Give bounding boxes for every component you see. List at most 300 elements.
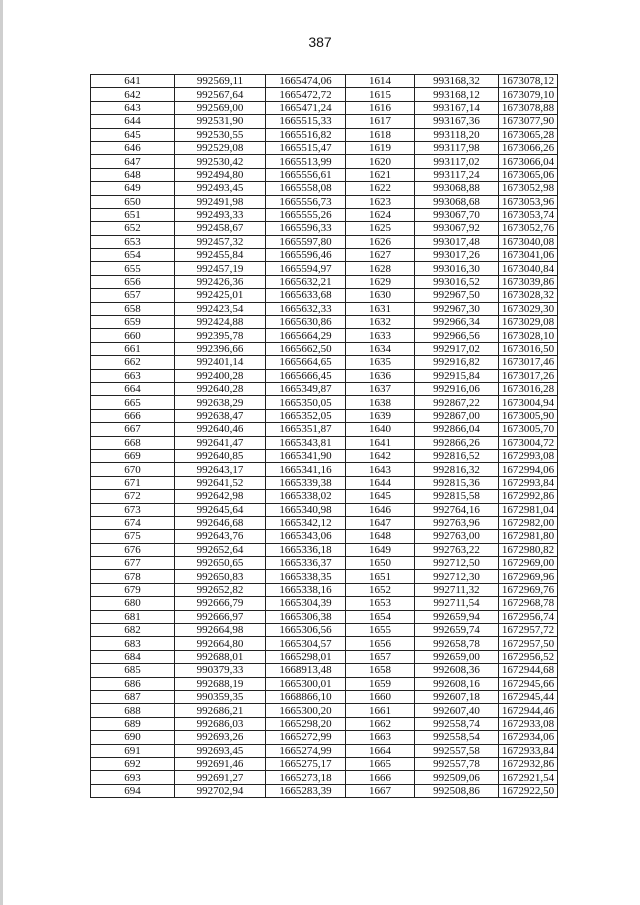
point-number-right-cell: 1653 [346,597,415,610]
x-coordinate-right-cell: 992916,82 [415,356,499,369]
y-coordinate-left-cell: 1665556,73 [266,195,346,208]
y-coordinate-right-cell: 1673066,26 [499,141,558,154]
y-coordinate-left-cell: 1665343,81 [266,436,346,449]
x-coordinate-right-cell: 992763,00 [415,530,499,543]
point-number-left-cell: 684 [91,650,175,663]
x-coordinate-right-cell: 992659,00 [415,650,499,663]
y-coordinate-left-cell: 1665558,08 [266,182,346,195]
point-number-right-cell: 1633 [346,329,415,342]
x-coordinate-right-cell: 992608,16 [415,677,499,690]
y-coordinate-left-cell: 1665632,33 [266,302,346,315]
point-number-left-cell: 661 [91,342,175,355]
point-number-left-cell: 679 [91,583,175,596]
table-row [91,182,558,195]
table-row [91,262,558,275]
y-coordinate-right-cell: 1673041,06 [499,249,558,262]
x-coordinate-right-cell: 993067,70 [415,208,499,221]
point-number-left-cell: 683 [91,637,175,650]
point-number-left-cell: 685 [91,664,175,677]
x-coordinate-left-cell: 992401,14 [175,356,266,369]
point-number-left-cell: 674 [91,516,175,529]
page-edge [0,0,3,905]
point-number-right-cell: 1614 [346,75,415,88]
x-coordinate-left-cell: 992457,32 [175,235,266,248]
point-number-left-cell: 667 [91,423,175,436]
x-coordinate-right-cell: 992558,54 [415,731,499,744]
y-coordinate-right-cell: 1673004,72 [499,436,558,449]
point-number-right-cell: 1626 [346,235,415,248]
page-number: 387 [308,34,332,50]
point-number-right-cell: 1655 [346,624,415,637]
x-coordinate-right-cell: 992917,02 [415,342,499,355]
y-coordinate-left-cell: 1665343,06 [266,530,346,543]
point-number-left-cell: 693 [91,771,175,784]
point-number-right-cell: 1618 [346,128,415,141]
y-coordinate-left-cell: 1665662,50 [266,342,346,355]
point-number-right-cell: 1656 [346,637,415,650]
point-number-right-cell: 1616 [346,101,415,114]
y-coordinate-left-cell: 1665351,87 [266,423,346,436]
x-coordinate-left-cell: 992688,19 [175,677,266,690]
table-row [91,382,558,395]
x-coordinate-right-cell: 992916,06 [415,382,499,395]
point-number-right-cell: 1652 [346,583,415,596]
point-number-right-cell: 1639 [346,409,415,422]
y-coordinate-right-cell: 1672992,86 [499,490,558,503]
table-row [91,690,558,703]
y-coordinate-left-cell: 1665515,33 [266,115,346,128]
y-coordinate-left-cell: 1665596,46 [266,249,346,262]
table-row [91,436,558,449]
table-row [91,396,558,409]
x-coordinate-left-cell: 992642,98 [175,490,266,503]
point-number-left-cell: 675 [91,530,175,543]
y-coordinate-right-cell: 1672982,00 [499,516,558,529]
y-coordinate-left-cell: 1665471,24 [266,101,346,114]
x-coordinate-right-cell: 992764,16 [415,503,499,516]
y-coordinate-right-cell: 1673004,94 [499,396,558,409]
point-number-right-cell: 1624 [346,208,415,221]
point-number-right-cell: 1646 [346,503,415,516]
x-coordinate-right-cell: 992508,86 [415,784,499,797]
table-row [91,316,558,329]
point-number-left-cell: 660 [91,329,175,342]
table-row [91,449,558,462]
table-row [91,88,558,101]
point-number-right-cell: 1640 [346,423,415,436]
point-number-left-cell: 644 [91,115,175,128]
y-coordinate-right-cell: 1673052,98 [499,182,558,195]
point-number-left-cell: 649 [91,182,175,195]
y-coordinate-right-cell: 1672969,00 [499,557,558,570]
x-coordinate-left-cell: 992529,08 [175,141,266,154]
point-number-right-cell: 1637 [346,382,415,395]
x-coordinate-right-cell: 993068,68 [415,195,499,208]
table-row [91,356,558,369]
table-row [91,731,558,744]
table-row [91,503,558,516]
table-row [91,369,558,382]
table-row [91,155,558,168]
x-coordinate-left-cell: 992650,83 [175,570,266,583]
x-coordinate-left-cell: 992652,82 [175,583,266,596]
table-row [91,543,558,556]
y-coordinate-right-cell: 1672980,82 [499,543,558,556]
x-coordinate-right-cell: 992967,50 [415,289,499,302]
point-number-right-cell: 1643 [346,463,415,476]
x-coordinate-right-cell: 993117,98 [415,141,499,154]
point-number-right-cell: 1627 [346,249,415,262]
x-coordinate-right-cell: 993067,92 [415,222,499,235]
x-coordinate-right-cell: 993068,88 [415,182,499,195]
y-coordinate-right-cell: 1672932,86 [499,757,558,770]
x-coordinate-right-cell: 992966,56 [415,329,499,342]
y-coordinate-right-cell: 1672934,06 [499,731,558,744]
table-row [91,275,558,288]
x-coordinate-left-cell: 992641,47 [175,436,266,449]
point-number-left-cell: 687 [91,690,175,703]
x-coordinate-left-cell: 992569,11 [175,75,266,88]
point-number-right-cell: 1663 [346,731,415,744]
y-coordinate-left-cell: 1665632,21 [266,275,346,288]
y-coordinate-left-cell: 1665474,06 [266,75,346,88]
point-number-left-cell: 646 [91,141,175,154]
y-coordinate-right-cell: 1673040,84 [499,262,558,275]
point-number-right-cell: 1629 [346,275,415,288]
y-coordinate-right-cell: 1673028,10 [499,329,558,342]
x-coordinate-right-cell: 992866,26 [415,436,499,449]
x-coordinate-right-cell: 992557,78 [415,757,499,770]
point-number-right-cell: 1642 [346,449,415,462]
y-coordinate-right-cell: 1673039,86 [499,275,558,288]
x-coordinate-right-cell: 992607,40 [415,704,499,717]
y-coordinate-right-cell: 1672956,74 [499,610,558,623]
point-number-left-cell: 689 [91,717,175,730]
x-coordinate-left-cell: 992652,64 [175,543,266,556]
table-row [91,757,558,770]
point-number-right-cell: 1649 [346,543,415,556]
x-coordinate-left-cell: 992693,45 [175,744,266,757]
y-coordinate-right-cell: 1672933,84 [499,744,558,757]
point-number-right-cell: 1645 [346,490,415,503]
y-coordinate-left-cell: 1665341,90 [266,449,346,462]
y-coordinate-right-cell: 1672969,96 [499,570,558,583]
point-number-right-cell: 1644 [346,476,415,489]
table-row [91,329,558,342]
x-coordinate-right-cell: 993168,32 [415,75,499,88]
x-coordinate-right-cell: 992866,04 [415,423,499,436]
x-coordinate-left-cell: 992640,85 [175,449,266,462]
y-coordinate-right-cell: 1673078,88 [499,101,558,114]
x-coordinate-right-cell: 992659,74 [415,624,499,637]
y-coordinate-left-cell: 1665338,02 [266,490,346,503]
y-coordinate-left-cell: 1665274,99 [266,744,346,757]
y-coordinate-left-cell: 1665342,12 [266,516,346,529]
table-row [91,704,558,717]
point-number-right-cell: 1647 [346,516,415,529]
point-number-left-cell: 681 [91,610,175,623]
point-number-left-cell: 664 [91,382,175,395]
x-coordinate-right-cell: 993167,36 [415,115,499,128]
table-row [91,650,558,663]
x-coordinate-left-cell: 992688,01 [175,650,266,663]
y-coordinate-left-cell: 1665472,72 [266,88,346,101]
table-row [91,771,558,784]
y-coordinate-right-cell: 1672981,80 [499,530,558,543]
y-coordinate-left-cell: 1668913,48 [266,664,346,677]
x-coordinate-right-cell: 992966,34 [415,316,499,329]
y-coordinate-left-cell: 1665336,37 [266,557,346,570]
point-number-left-cell: 665 [91,396,175,409]
table-row [91,141,558,154]
point-number-left-cell: 673 [91,503,175,516]
x-coordinate-right-cell: 993016,52 [415,275,499,288]
point-number-left-cell: 653 [91,235,175,248]
table-row [91,249,558,262]
point-number-right-cell: 1651 [346,570,415,583]
x-coordinate-right-cell: 993167,14 [415,101,499,114]
x-coordinate-right-cell: 993017,26 [415,249,499,262]
y-coordinate-right-cell: 1672945,66 [499,677,558,690]
y-coordinate-right-cell: 1673079,10 [499,88,558,101]
point-number-left-cell: 676 [91,543,175,556]
point-number-left-cell: 652 [91,222,175,235]
table-row [91,423,558,436]
x-coordinate-right-cell: 992711,54 [415,597,499,610]
table-row [91,664,558,677]
y-coordinate-right-cell: 1672921,54 [499,771,558,784]
x-coordinate-right-cell: 992815,36 [415,476,499,489]
y-coordinate-right-cell: 1672956,52 [499,650,558,663]
y-coordinate-right-cell: 1673077,90 [499,115,558,128]
point-number-left-cell: 691 [91,744,175,757]
x-coordinate-right-cell: 992712,30 [415,570,499,583]
table-row [91,289,558,302]
point-number-left-cell: 642 [91,88,175,101]
table-row [91,195,558,208]
y-coordinate-right-cell: 1673078,12 [499,75,558,88]
coordinates-table-body [91,75,558,798]
point-number-left-cell: 694 [91,784,175,797]
y-coordinate-right-cell: 1673065,28 [499,128,558,141]
table-row [91,744,558,757]
point-number-left-cell: 671 [91,476,175,489]
table-row [91,717,558,730]
table-row [91,235,558,248]
x-coordinate-right-cell: 993117,24 [415,168,499,181]
x-coordinate-left-cell: 992396,66 [175,342,266,355]
point-number-right-cell: 1659 [346,677,415,690]
point-number-right-cell: 1650 [346,557,415,570]
x-coordinate-right-cell: 993118,20 [415,128,499,141]
table-row [91,597,558,610]
point-number-left-cell: 666 [91,409,175,422]
x-coordinate-right-cell: 992608,36 [415,664,499,677]
point-number-right-cell: 1638 [346,396,415,409]
x-coordinate-left-cell: 992424,88 [175,316,266,329]
y-coordinate-right-cell: 1673053,74 [499,208,558,221]
table-row [91,115,558,128]
y-coordinate-right-cell: 1672944,46 [499,704,558,717]
y-coordinate-left-cell: 1665340,98 [266,503,346,516]
point-number-right-cell: 1657 [346,650,415,663]
point-number-left-cell: 669 [91,449,175,462]
y-coordinate-left-cell: 1665352,05 [266,409,346,422]
x-coordinate-left-cell: 992686,21 [175,704,266,717]
point-number-left-cell: 686 [91,677,175,690]
table-row [91,490,558,503]
point-number-left-cell: 650 [91,195,175,208]
point-number-left-cell: 659 [91,316,175,329]
point-number-left-cell: 657 [91,289,175,302]
y-coordinate-right-cell: 1673040,08 [499,235,558,248]
y-coordinate-left-cell: 1665273,18 [266,771,346,784]
x-coordinate-right-cell: 992816,52 [415,449,499,462]
point-number-right-cell: 1665 [346,757,415,770]
y-coordinate-left-cell: 1665556,61 [266,168,346,181]
y-coordinate-left-cell: 1665664,65 [266,356,346,369]
y-coordinate-left-cell: 1665338,35 [266,570,346,583]
y-coordinate-left-cell: 1665283,39 [266,784,346,797]
table-row [91,677,558,690]
table-row [91,222,558,235]
x-coordinate-left-cell: 992691,27 [175,771,266,784]
x-coordinate-right-cell: 992509,06 [415,771,499,784]
y-coordinate-left-cell: 1665306,38 [266,610,346,623]
point-number-left-cell: 655 [91,262,175,275]
x-coordinate-right-cell: 993117,02 [415,155,499,168]
point-number-left-cell: 668 [91,436,175,449]
table-row [91,101,558,114]
y-coordinate-left-cell: 1665272,99 [266,731,346,744]
point-number-right-cell: 1623 [346,195,415,208]
point-number-right-cell: 1617 [346,115,415,128]
point-number-right-cell: 1648 [346,530,415,543]
table-row [91,463,558,476]
y-coordinate-left-cell: 1665298,20 [266,717,346,730]
x-coordinate-left-cell: 992666,97 [175,610,266,623]
y-coordinate-left-cell: 1665664,29 [266,329,346,342]
y-coordinate-right-cell: 1673017,46 [499,356,558,369]
y-coordinate-right-cell: 1672957,72 [499,624,558,637]
y-coordinate-right-cell: 1673053,96 [499,195,558,208]
table-row [91,75,558,88]
point-number-right-cell: 1636 [346,369,415,382]
x-coordinate-left-cell: 990359,35 [175,690,266,703]
table-row [91,516,558,529]
y-coordinate-left-cell: 1665304,39 [266,597,346,610]
x-coordinate-left-cell: 992531,90 [175,115,266,128]
point-number-right-cell: 1662 [346,717,415,730]
x-coordinate-left-cell: 992493,33 [175,208,266,221]
point-number-right-cell: 1621 [346,168,415,181]
y-coordinate-left-cell: 1665300,01 [266,677,346,690]
y-coordinate-right-cell: 1672957,50 [499,637,558,650]
y-coordinate-left-cell: 1665594,97 [266,262,346,275]
y-coordinate-left-cell: 1665349,87 [266,382,346,395]
y-coordinate-right-cell: 1673066,04 [499,155,558,168]
coordinates-table [90,74,558,798]
table-row [91,570,558,583]
y-coordinate-left-cell: 1665336,18 [266,543,346,556]
y-coordinate-right-cell: 1672981,04 [499,503,558,516]
x-coordinate-left-cell: 992395,78 [175,329,266,342]
x-coordinate-left-cell: 992491,98 [175,195,266,208]
y-coordinate-right-cell: 1673017,26 [499,369,558,382]
y-coordinate-left-cell: 1665597,80 [266,235,346,248]
point-number-left-cell: 663 [91,369,175,382]
y-coordinate-right-cell: 1672945,44 [499,690,558,703]
point-number-right-cell: 1631 [346,302,415,315]
x-coordinate-left-cell: 992638,47 [175,409,266,422]
point-number-left-cell: 692 [91,757,175,770]
y-coordinate-right-cell: 1672969,76 [499,583,558,596]
point-number-left-cell: 680 [91,597,175,610]
point-number-right-cell: 1666 [346,771,415,784]
y-coordinate-right-cell: 1673028,32 [499,289,558,302]
x-coordinate-left-cell: 992455,84 [175,249,266,262]
x-coordinate-left-cell: 992686,03 [175,717,266,730]
x-coordinate-right-cell: 992711,32 [415,583,499,596]
x-coordinate-left-cell: 992567,64 [175,88,266,101]
x-coordinate-left-cell: 990379,33 [175,664,266,677]
point-number-right-cell: 1635 [346,356,415,369]
x-coordinate-left-cell: 992666,79 [175,597,266,610]
table-row [91,610,558,623]
x-coordinate-right-cell: 992658,78 [415,637,499,650]
y-coordinate-right-cell: 1673029,30 [499,302,558,315]
x-coordinate-left-cell: 992493,45 [175,182,266,195]
point-number-left-cell: 662 [91,356,175,369]
x-coordinate-right-cell: 992558,74 [415,717,499,730]
x-coordinate-left-cell: 992643,76 [175,530,266,543]
y-coordinate-left-cell: 1665341,16 [266,463,346,476]
point-number-left-cell: 677 [91,557,175,570]
y-coordinate-left-cell: 1665300,20 [266,704,346,717]
x-coordinate-left-cell: 992646,68 [175,516,266,529]
y-coordinate-right-cell: 1673016,28 [499,382,558,395]
x-coordinate-left-cell: 992400,28 [175,369,266,382]
x-coordinate-right-cell: 992915,84 [415,369,499,382]
table-row [91,624,558,637]
x-coordinate-left-cell: 992693,26 [175,731,266,744]
y-coordinate-left-cell: 1665555,26 [266,208,346,221]
x-coordinate-left-cell: 992664,80 [175,637,266,650]
y-coordinate-right-cell: 1672994,06 [499,463,558,476]
point-number-right-cell: 1619 [346,141,415,154]
y-coordinate-left-cell: 1665275,17 [266,757,346,770]
point-number-left-cell: 643 [91,101,175,114]
point-number-left-cell: 648 [91,168,175,181]
x-coordinate-right-cell: 992607,18 [415,690,499,703]
x-coordinate-right-cell: 992967,30 [415,302,499,315]
point-number-left-cell: 654 [91,249,175,262]
table-row [91,476,558,489]
y-coordinate-right-cell: 1673005,90 [499,409,558,422]
x-coordinate-left-cell: 992650,65 [175,557,266,570]
y-coordinate-left-cell: 1665350,05 [266,396,346,409]
y-coordinate-left-cell: 1668866,10 [266,690,346,703]
point-number-left-cell: 647 [91,155,175,168]
x-coordinate-right-cell: 993168,12 [415,88,499,101]
point-number-right-cell: 1658 [346,664,415,677]
y-coordinate-left-cell: 1665630,86 [266,316,346,329]
point-number-right-cell: 1632 [346,316,415,329]
point-number-right-cell: 1667 [346,784,415,797]
x-coordinate-left-cell: 992640,28 [175,382,266,395]
point-number-left-cell: 651 [91,208,175,221]
table-row [91,530,558,543]
